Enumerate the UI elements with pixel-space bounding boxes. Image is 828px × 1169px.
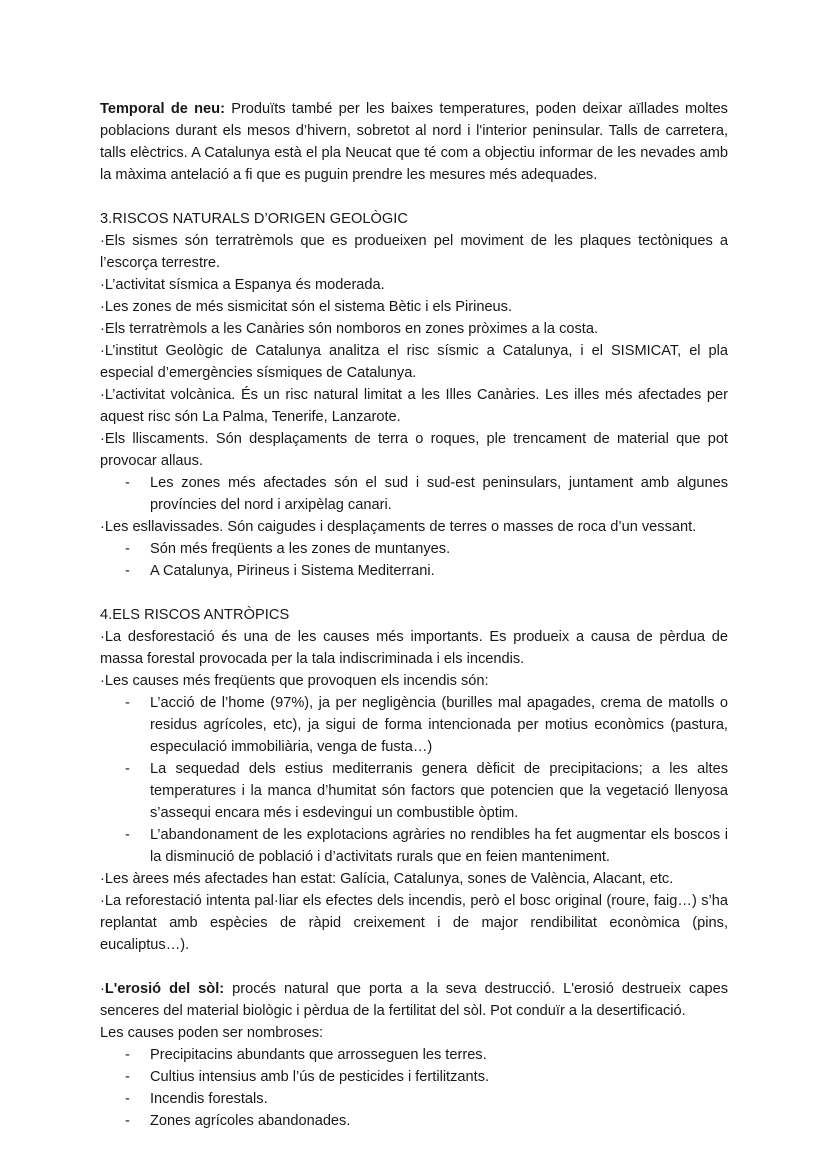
heading-section-4: 4.ELS RISCOS ANTRÒPICS bbox=[100, 607, 290, 623]
dash-marker: - bbox=[125, 827, 130, 843]
bullet-desforestacio: ·La desforestació és una de les causes més importants. Es produeix a causa de pèrdua de massa forestal provocada per la tala indiscriminada i els incendis. bbox=[100, 629, 728, 667]
paragraph-erosio-del-sol bbox=[100, 978, 728, 1022]
lead-label-erosio-del-sol: L'erosió del sòl: bbox=[104, 981, 225, 997]
bullet-institut-geologic: ·L’institut Geològic de Catalunya analitza el risc sísmic a Catalunya, i el SISMICAT, el pla especial d’emergències sísmiques de Catalunya. bbox=[100, 343, 728, 381]
dash-item-catalunya-pirineus bbox=[100, 560, 728, 582]
bullet-causes-incendis: ·Les causes més freqüents que provoquen els incendis són: bbox=[100, 673, 489, 689]
dash-item-text: Precipitacins abundants que arrosseguen les terres. bbox=[150, 1047, 487, 1063]
dash-marker: - bbox=[125, 563, 130, 579]
dash-item-cultius-intensius bbox=[100, 1066, 728, 1088]
section-spacer bbox=[100, 956, 728, 978]
dash-marker: - bbox=[125, 475, 130, 491]
dash-item-text: A Catalunya, Pirineus i Sistema Mediterrani. bbox=[150, 563, 435, 579]
lead-label-temporal-de-neu: Temporal de neu: bbox=[100, 101, 225, 117]
dash-item-abandonament-explotacions bbox=[100, 824, 728, 868]
bullet-reforestacio: ·La reforestació intenta pal·liar els efectes dels incendis, però el bosc original (roure, faig…) s’ha replantat amb espècies de ràpid creixement i de major rendibilitat econòmica (pins, eucaliptus…). bbox=[100, 893, 728, 953]
heading-section-3: 3.RISCOS NATURALS D’ORIGEN GEOLÒGIC bbox=[100, 211, 409, 227]
dash-item-precipitacions bbox=[100, 1044, 728, 1066]
bullet-activitat-volcanica: ·L’activitat volcànica. És un risc natural limitat a les Illes Canàries. Les illes més afectades per aquest risc són La Palma, Tenerife, Lanzarote. bbox=[100, 387, 728, 425]
dash-item-zones-afectades bbox=[100, 472, 728, 516]
paragraph-temporal-de-neu bbox=[100, 98, 728, 186]
bullet-terratremols-canaries: ·Els terratrèmols a les Canàries són nomboros en zones pròximes a la costa. bbox=[100, 321, 599, 337]
dash-item-text: Incendis forestals. bbox=[150, 1091, 268, 1107]
dash-item-text: Són més freqüents a les zones de muntanyes. bbox=[150, 541, 451, 557]
section-spacer bbox=[100, 582, 728, 604]
dash-marker: - bbox=[125, 1113, 130, 1129]
paragraph-text: Produïts també per les baixes temperatures, poden deixar aïllades moltes poblacions durant els mesos d’hivern, sobretot al nord i l'interior peninsular. Talls de carretera, talls elèctrics. A Catalunya està el pla Neucat que té com a objectiu informar de les nevades amb la màxima antelació a fi que es puguin prendre les mesures més adequades. bbox=[100, 101, 728, 183]
dash-marker: - bbox=[125, 541, 130, 557]
dash-item-text: La sequedad dels estius mediterranis genera dèficit de precipitacions; a les altes temperatures i la manca d’humitat són factors que potencien que la vegetació llenyosa s’assequi encara més i esdevingui un combustible òptim. bbox=[150, 761, 728, 821]
paragraph-text: procés natural que porta a la seva destrucció. L'erosió destrueix capes senceres del material biològic i pèrdua de la fertilitat del sòl. Pot conduïr a la desertificació. bbox=[100, 981, 728, 1019]
dash-item-text: L’abandonament de les explotacions agràries no rendibles ha fet augmentar els boscos i la disminució de població i d’activitats rurals que en feien manteniment. bbox=[150, 827, 728, 865]
dash-marker: - bbox=[125, 1047, 130, 1063]
document-text-body bbox=[100, 98, 728, 1132]
bullet-zones-sismicitat: ·Les zones de més sismicitat són el sistema Bètic i els Pirineus. bbox=[100, 299, 513, 315]
bullet-esllavissades: ·Les esllavissades. Són caigudes i desplaçaments de terres o masses de roca d’un vessant. bbox=[100, 519, 697, 535]
dash-item-accio-home bbox=[100, 692, 728, 758]
dot-marker: · bbox=[100, 981, 105, 997]
dash-item-frequents-muntanyes bbox=[100, 538, 728, 560]
bullet-arees-afectades: ·Les àrees més afectades han estat: Galícia, Catalunya, sones de València, Alacant, etc. bbox=[100, 871, 674, 887]
dash-item-text: Zones agrícoles abandonades. bbox=[150, 1113, 351, 1129]
bullet-lliscaments: ·Els lliscaments. Són desplaçaments de terra o roques, ple trencament de material que pot provocar allaus. bbox=[100, 431, 728, 469]
dash-item-text: Cultius intensius amb l’ús de pesticides i fertilitzants. bbox=[150, 1069, 490, 1085]
dash-marker: - bbox=[125, 1069, 130, 1085]
section-spacer bbox=[100, 186, 728, 208]
dash-marker: - bbox=[125, 761, 130, 777]
dash-item-incendis-forestals bbox=[100, 1088, 728, 1110]
dash-item-sequedad-estius bbox=[100, 758, 728, 824]
bullet-activitat-sismica: ·L’activitat sísmica a Espanya és moderada. bbox=[100, 277, 385, 293]
dash-marker: - bbox=[125, 695, 130, 711]
dash-item-zones-agricoles bbox=[100, 1110, 728, 1132]
dash-marker: - bbox=[125, 1091, 130, 1107]
text-causes-nombroses: Les causes poden ser nombroses: bbox=[100, 1025, 324, 1041]
bullet-sismes: ·Els sismes són terratrèmols que es produeixen pel moviment de les plaques tectòniques a l’escorça terrestre. bbox=[100, 233, 728, 271]
dash-item-text: L’acció de l’home (97%), ja per negligència (burilles mal apagades, crema de matolls o residus agrícoles, etc), ja sigui de forma intencionada per motius econòmics (pastura, especulació immobiliària, venga de fusta…) bbox=[150, 695, 728, 755]
dash-item-text: Les zones més afectades són el sud i sud-est peninsulars, juntament amb algunes províncies del nord i arxipèlag canari. bbox=[150, 475, 728, 513]
